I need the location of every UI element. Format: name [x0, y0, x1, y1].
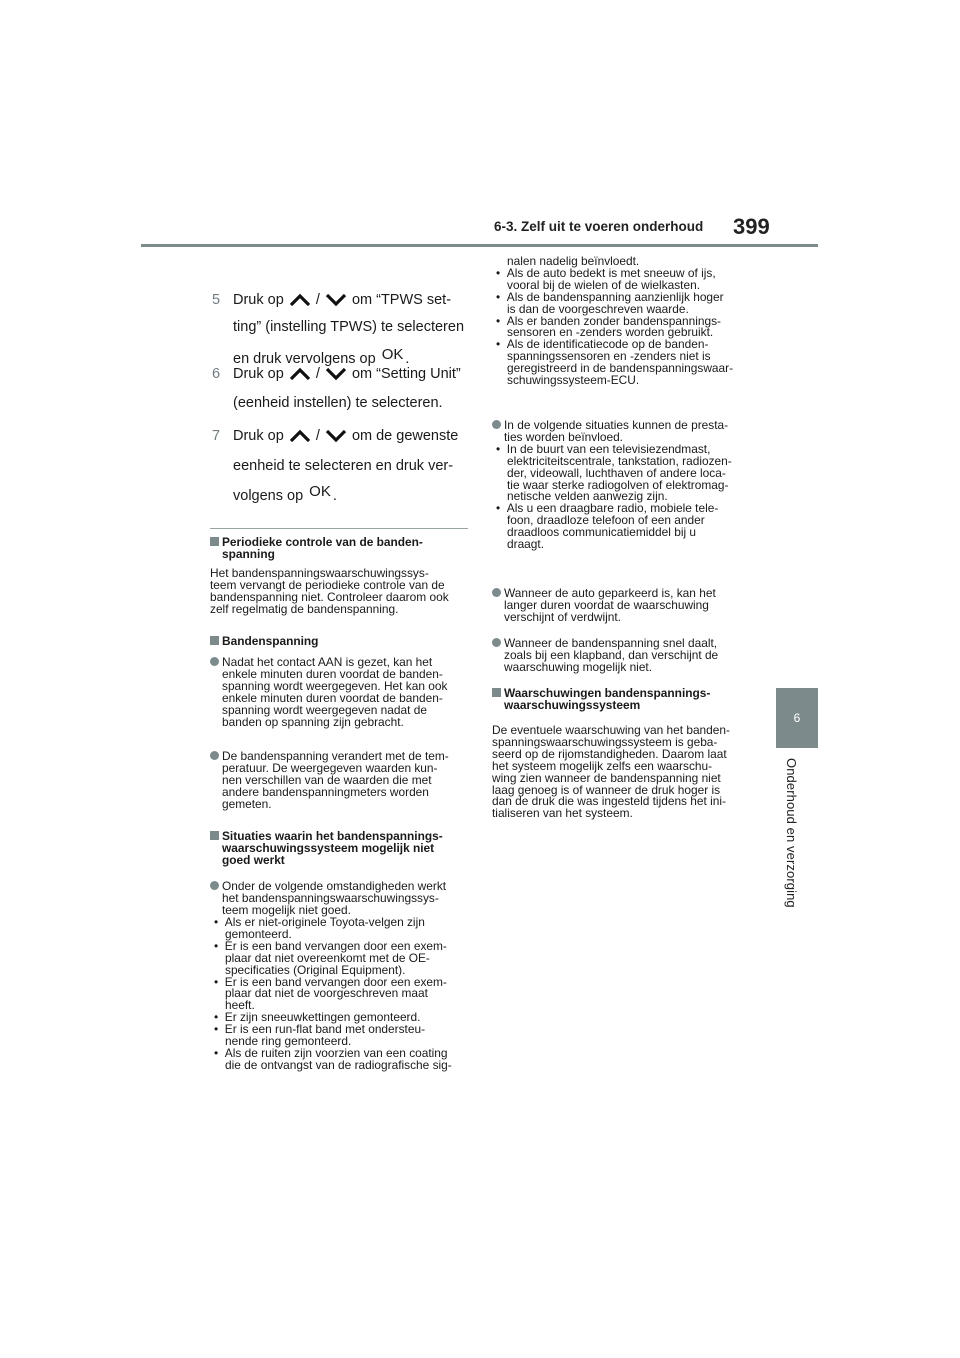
- square-bullet-icon: [210, 636, 219, 645]
- bullet-item: Wanneer de bandenspanning snel daalt, zoals bij een klapband, dan verschijnt de waarschuwing mogelijk niet.: [492, 638, 758, 674]
- round-bullet-icon: [492, 638, 501, 647]
- bullet-item: Wanneer de auto geparkeerd is, kan het langer duren voordat de waarschuwing verschijnt of verdwijnt.: [492, 588, 758, 624]
- section-title: 6-3. Zelf uit te voeren onderhoud: [494, 219, 704, 234]
- bullet-item: In de volgende situaties kunnen de presta- ties worden beïnvloed. • In de buurt van een televisiezendmast, elektriciteitscentrale, tankstation, radiozen- der, videowall, luchthaven of andere loca- tie waar sterke radiogolven of elektromag- netische velden aanwezig zijn. • Als u een draagbare radio, mobiele tele- foon, draadloze telefoon of een ander draadloos communicatiemiddel bij u draagt.: [492, 420, 758, 551]
- bullet-item: Onder de volgende omstandigheden werkt het bandenspanningswaarschuwingssys- teem mogelijk niet goed.: [210, 881, 446, 917]
- heading-periodic-check: Periodieke controle van de banden- spanning: [210, 537, 423, 561]
- round-bullet-icon: [210, 751, 219, 760]
- page-number: 399: [733, 214, 770, 239]
- step-line: (eenheid instellen) te selecteren.: [233, 395, 443, 411]
- sub-bullet-list: nalen nadelig beïnvloedt. • Als de auto bedekt is met sneeuw of ijs, vooral bij de wielen of de wielkasten. • Als de bandenspanning aanzienlijk hoger is dan de voorgeschreven waarde. • Als er banden zonder bandenspannings- sensoren en -zenders worden gebruikt. • Als de identificatiecode op de banden- spanningssensoren en -zenders niet is geregistreerd in de bandenspanningswaar- schuwingssysteem-ECU.: [496, 254, 734, 388]
- chevron-up-icon: [289, 429, 311, 443]
- paragraph: Het bandenspanningswaarschuwingssys- teem vervangt de periodieke controle van de bandenspanning niet. Controleer daarom ook zelf regelmatig de bandenspanning.: [210, 566, 449, 616]
- chevron-down-icon: [325, 293, 347, 307]
- ok-button-icon: OK: [309, 483, 331, 500]
- step-line: Druk op / om “Setting Unit”: [233, 366, 461, 382]
- step-line: Druk op / om “TPWS set-: [233, 292, 452, 308]
- chevron-down-icon: [325, 367, 347, 381]
- heading-tire-pressure: Bandenspanning: [210, 636, 318, 648]
- step-line: Druk op / om de gewenste: [233, 428, 459, 444]
- paragraph: De eventuele waarschuwing van het banden- spanningswaarschuwingssysteem is geba- seerd op de rijomstandigheden. Daarom laat het systeem mogelijk zelfs een waarschu- wing zien wanneer de bandenspanning niet laag genoeg is of wanneer de druk hoger is dan de druk die was ingesteld tijdens het ini- tialiseren van het systeem.: [492, 723, 730, 821]
- ok-button-icon: OK: [381, 346, 404, 363]
- chevron-down-icon: [325, 429, 347, 443]
- step-line: ting” (instelling TPWS) te selecteren: [233, 319, 465, 335]
- bullet-item: Nadat het contact AAN is gezet, kan het enkele minuten duren voordat de banden- spanning wordt weergegeven. Het kan ook enkele minuten duren voordat de banden- spanning wordt weergegeven nadat de banden op spanning zijn gebracht.: [210, 657, 447, 728]
- square-bullet-icon: [210, 537, 219, 546]
- header-rule: [141, 244, 818, 247]
- chevron-up-icon: [289, 367, 311, 381]
- round-bullet-icon: [210, 657, 219, 666]
- step-number: 6: [212, 366, 221, 382]
- round-bullet-icon: [492, 420, 501, 429]
- chevron-up-icon: [289, 293, 311, 307]
- section-divider: [210, 528, 468, 529]
- heading-situations: Situaties waarin het bandenspannings- waarschuwingssysteem mogelijk niet goed werkt: [210, 831, 443, 867]
- step-line: en druk vervolgens op OK .: [233, 346, 410, 367]
- step-number: 7: [212, 428, 221, 444]
- step-line: volgens op OK .: [233, 483, 337, 504]
- heading-warnings: Waarschuwingen bandenspannings- waarschuwingssysteem: [492, 688, 758, 712]
- square-bullet-icon: [210, 831, 219, 840]
- step-number: 5: [212, 292, 221, 308]
- square-bullet-icon: [492, 688, 501, 697]
- round-bullet-icon: [492, 588, 501, 597]
- chapter-tab: 6: [776, 688, 818, 748]
- sub-bullet-list: • Als er niet-originele Toyota-velgen zijn gemonteerd. • Er is een band vervangen door een exem- plaar dat niet overeenkomt met de OE- specificaties (Original Equipment). • Er is een band vervangen door een exem- plaar dat niet de voorgeschreven maat heeft. • Er zijn sneeuwkettingen gemonteerd. • Er is een run-flat band met ondersteu- nende ring gemonteerd. • Als de ruiten zijn voorzien van een coating die de ontvangst van de radiografische sig-: [214, 915, 452, 1072]
- round-bullet-icon: [210, 881, 219, 890]
- step-line: eenheid te selecteren en druk ver-: [233, 458, 454, 474]
- bullet-item: De bandenspanning verandert met de tem- peratuur. De weergegeven waarden kun- nen verschillen van de waarden die met andere bandenspanningmeters worden gemeten.: [210, 751, 449, 811]
- chapter-label: Onderhoud en verzorging: [784, 758, 799, 908]
